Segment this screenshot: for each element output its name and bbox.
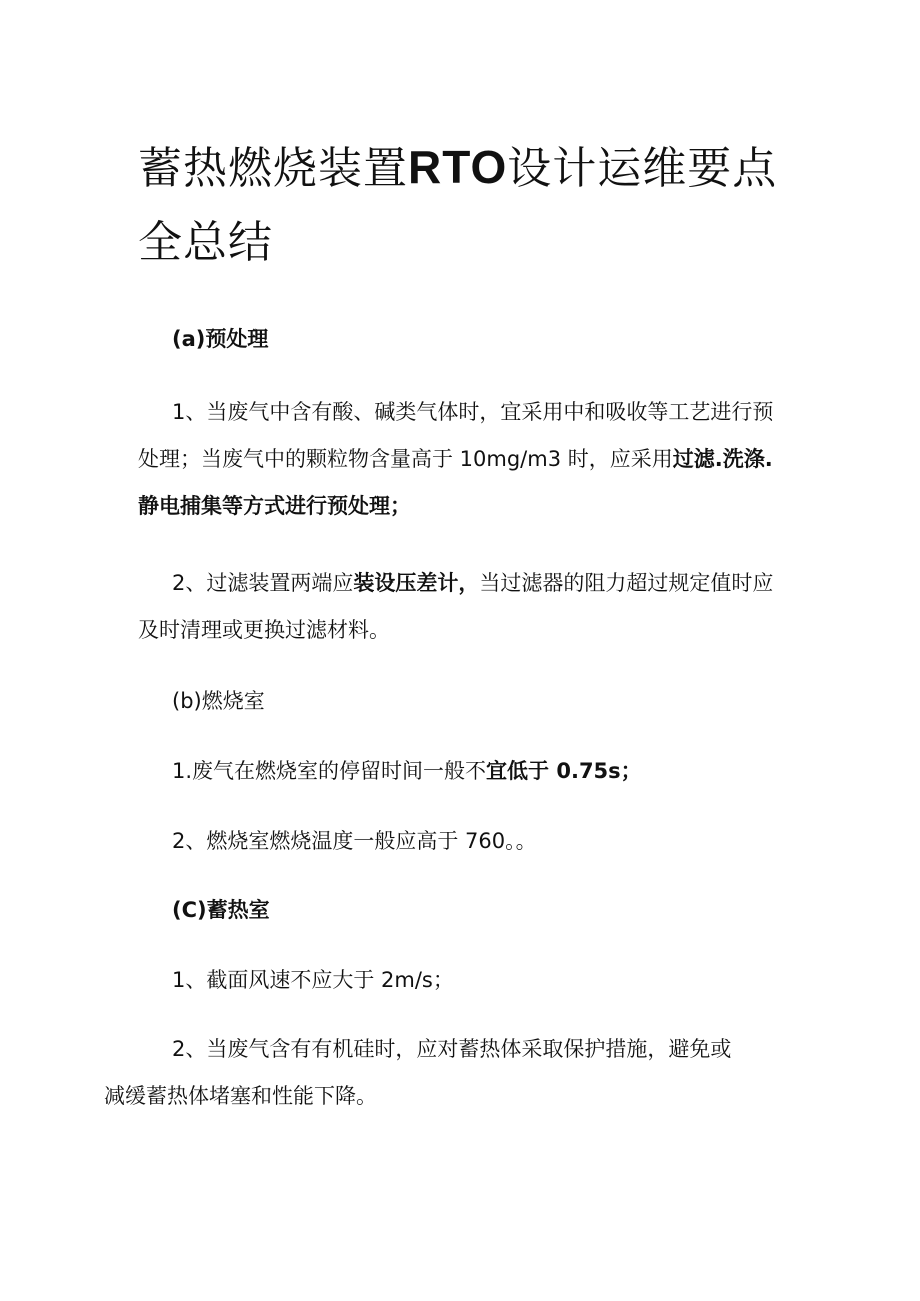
title-latin: RTO — [408, 141, 508, 193]
paragraph-text: 当过滤器的阻力超过规定值时应及时清理或更换过滤材料。 — [138, 571, 774, 642]
paragraph-text: 2、过滤装置两端应 — [172, 571, 354, 595]
paragraph-text: 1、截面风速不应大于 2m/s； — [172, 968, 454, 992]
paragraph-text-continued: 减缓蓄热体堵塞和性能下降。 — [104, 1084, 377, 1108]
paragraph-regenerator-1 — [138, 957, 788, 1004]
paragraph-combustion-2 — [138, 818, 788, 865]
paragraph-text: 1.废气在燃烧室的停留时间一般不 — [172, 759, 487, 783]
paragraph-text: 2、当废气含有有机硅时，应对蓄热体采取保护措施，避免或 — [172, 1037, 732, 1061]
paragraph-emphasis: 宜低于 0.75s； — [486, 759, 642, 783]
section-heading-pretreatment: (a)预处理 — [172, 327, 269, 351]
paragraph-emphasis: 装设压差计， — [353, 571, 480, 595]
paragraph-text: 1、当废气中含有酸、碱类气体时，宜采用中和吸收等工艺进行预处理；当废气中的颗粒物含量高于 10mg/m3 时，应采用 — [138, 400, 774, 471]
title-part1: 蓄热燃烧装置 — [138, 143, 408, 194]
paragraph-text: 2、燃烧室燃烧温度一般应高于 760。。 — [172, 829, 537, 853]
paragraph-pretreatment-1 — [138, 389, 788, 530]
paragraph-combustion-1 — [138, 748, 788, 795]
section-heading-regenerator: (C)蓄热室 — [172, 898, 270, 922]
paragraph-regenerator-2 — [104, 1026, 788, 1120]
paragraph-emphasis: 过滤.洗涤.静电捕集等方式进行预处理； — [138, 447, 773, 518]
document-title — [138, 130, 798, 280]
title-part2: 设计运维要点全总结 — [138, 143, 778, 268]
paragraph-pretreatment-2 — [138, 560, 788, 654]
section-heading-combustion-chamber: (b)燃烧室 — [172, 689, 265, 713]
